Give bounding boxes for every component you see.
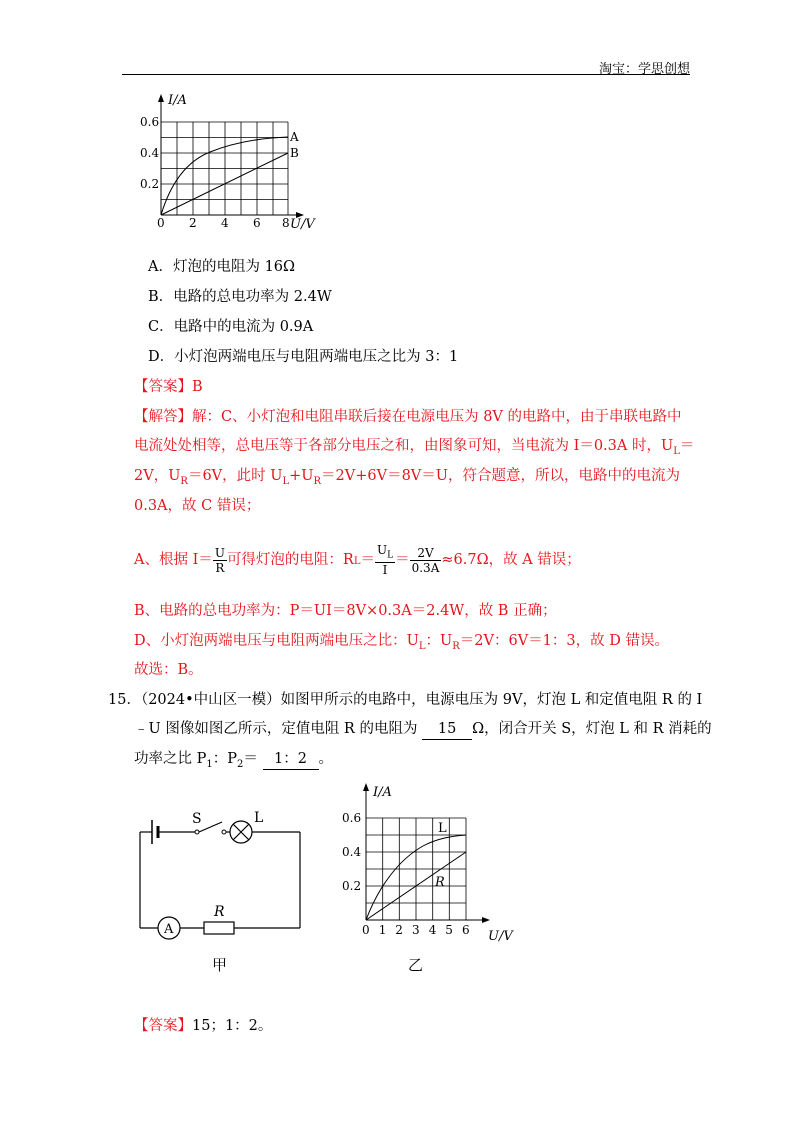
graph-2-x-label: U/V [488, 929, 513, 944]
analysis-text-1: 解：C、小灯泡和电阻串联后接在电源电压为 8V 的电路中，由于串联电路中 [192, 409, 682, 425]
circuit-caption: 甲 [212, 956, 228, 974]
question-number: 15． [108, 692, 141, 708]
resistor-label: R [214, 904, 225, 920]
fraction-numerator-text: U [377, 542, 388, 557]
graph-2-x-tick: 1 [378, 923, 387, 937]
graph-2-curve-l-label: L [438, 821, 447, 836]
analysis-line-2 [134, 436, 694, 462]
graph-1-curve-a-label: A [290, 130, 299, 144]
sub-r: R [452, 640, 460, 652]
analysis-text-db: ：U [425, 633, 453, 649]
graph-2-x-tick: 4 [428, 923, 437, 937]
fraction-denominator: I [382, 563, 388, 578]
sub-l: L [418, 640, 426, 652]
answer-label: 【答案】 [134, 1018, 192, 1034]
question-15-line-2 [134, 719, 712, 740]
header-text: 淘宝：学思创想 [598, 62, 690, 77]
analysis-line-d [134, 631, 669, 657]
sub-1: 1 [206, 758, 213, 770]
graph-1-curve-b-label: B [290, 146, 299, 160]
graph-2-x-tick: 6 [462, 923, 470, 937]
fraction-ul-over-i [375, 543, 395, 577]
analysis-label: 【解答】 [134, 409, 192, 425]
resistor-symbol [204, 922, 234, 934]
analysis-line-a [134, 540, 581, 580]
option-c: C．电路中的电流为 0.9A [148, 319, 314, 335]
switch-pivot [195, 830, 199, 834]
answer-14 [134, 377, 203, 397]
graph-1-x-tick: 6 [253, 216, 261, 230]
analysis-text-da: D、小灯泡两端电压与电阻两端电压之比：U [134, 633, 419, 649]
sub-l: L [353, 556, 361, 567]
graph-1-x-tick: 2 [189, 216, 197, 230]
graph-1-y-tick: 0.2 [140, 177, 160, 191]
header-rule [122, 74, 690, 75]
graph-2-caption: 乙 [408, 956, 424, 974]
graph-2-x-tick: 5 [445, 923, 453, 937]
sub-2: 2 [237, 758, 244, 770]
option-a: A．灯泡的电阻为 16Ω [148, 259, 296, 275]
question-text-3d: 。 [318, 751, 333, 767]
graph-1-y-tick: 0.6 [140, 115, 160, 129]
analysis-choose: 故选：B。 [134, 662, 203, 678]
graph-1-x-tick: 4 [221, 216, 229, 230]
formula-text-end: ≈6.7Ω，故 A 错误； [441, 552, 581, 568]
formula-equals: ＝ [360, 552, 375, 568]
option-b: B．电路的总电功率为 2.4W [148, 289, 332, 305]
switch-label: S [192, 811, 202, 827]
fraction-numerator [375, 543, 395, 563]
switch-contact [222, 830, 226, 834]
lamp-label: L [254, 810, 264, 826]
formula-text-mid: 可得灯泡的电阻：R [226, 552, 354, 568]
graph-2-y-tick: 0.2 [342, 879, 362, 893]
question-text-3a: 功率之比 P [134, 751, 207, 767]
analysis-line-1 [134, 407, 682, 427]
graph-1-x-tick: 8 [282, 216, 290, 230]
answer-15 [134, 1016, 272, 1036]
fraction-u-over-r [213, 546, 227, 575]
question-15-line-3 [134, 749, 333, 775]
question-text-1: （2024•中山区一模）如图甲所示的电路中，电源电压为 9V，灯泡 L 和定值电阻 R 的 I [140, 692, 703, 708]
switch-blade [199, 822, 222, 832]
graph-1-grid [161, 122, 288, 215]
analysis-text-2-end: ＝ [679, 438, 695, 454]
graph-2-y-label: I/A [373, 785, 392, 800]
analysis-text-3c: +U [289, 468, 314, 484]
analysis-line-4: 0.3A，故 C 错误； [134, 498, 261, 514]
graph-2-x-tick: 0 [362, 923, 370, 937]
graph-2-grid [366, 818, 466, 920]
question-text-2b: Ω，闭合开关 S，灯泡 L 和 R 消耗的 [472, 721, 712, 737]
ammeter-label: A [164, 922, 174, 937]
graph-1 [140, 90, 330, 240]
option-d: D．小灯泡两端电压与电阻两端电压之比为 3：1 [148, 349, 459, 365]
question-text-3b: ：P [212, 751, 238, 767]
question-15-line-1 [108, 690, 702, 710]
answer-blank-2: 1：2 [263, 749, 319, 770]
analysis-line-b: B、电路的总电功率为：P＝UI＝8V×0.3A＝2.4W，故 B 正确； [134, 603, 557, 619]
sub-l: L [282, 475, 290, 487]
fraction-denominator: R [215, 560, 225, 575]
formula-text-pre: A、根据 I＝ [134, 552, 213, 568]
graph-2-x-tick: 3 [412, 923, 420, 937]
answer-value: B [192, 379, 203, 395]
sub-r: R [313, 475, 322, 487]
fraction-denominator: 0.3A [411, 560, 440, 575]
answer-label: 【答案】 [134, 379, 192, 395]
sub-l: L [387, 550, 394, 561]
analysis-text-3d: ＝2V+6V＝8V＝U，符合题意，所以，电路中的电流为 [321, 468, 680, 484]
fraction-numerator: 2V [410, 546, 442, 561]
formula-equals: ＝ [395, 552, 410, 568]
analysis-text-dc: ＝2V：6V＝1：3，故 D 错误。 [459, 633, 669, 649]
graph-2-y-tick: 0.6 [342, 811, 362, 825]
answer-value: 15；1：2。 [192, 1018, 273, 1034]
answer-blank-1: 15 [422, 719, 472, 740]
graph-2-line-r-label: R [435, 875, 445, 890]
graph-1-y-tick: 0.4 [140, 146, 160, 160]
analysis-text-2: 电流处处相等，总电压等于各部分电压之和，由图象可知，当电流为 I＝0.3A 时，U [134, 438, 674, 454]
circuit-diagram [130, 810, 315, 980]
graph-1-y-label: I/A [168, 93, 187, 108]
sub-l: L [673, 445, 680, 457]
fraction-numerator: U [214, 545, 225, 560]
question-text-2a: ﹣U 图像如图乙所示，定值电阻 R 的电阻为 [134, 721, 418, 737]
analysis-line-3 [134, 466, 680, 492]
graph-2-y-tick: 0.4 [342, 845, 362, 859]
fraction-2v-over-0-3a [410, 546, 442, 575]
graph-1-x-tick: 0 [157, 216, 165, 230]
graph-2 [338, 778, 528, 978]
graph-1-x-label: U/V [290, 217, 315, 232]
graph-1-curve-a [161, 137, 288, 215]
analysis-text-3a: 2V，U [134, 468, 181, 484]
graph-2-x-tick: 2 [395, 923, 403, 937]
analysis-text-3b: ＝6V，此时 U [187, 468, 283, 484]
question-text-3c: ＝ [243, 751, 258, 767]
sub-r: R [180, 475, 188, 487]
